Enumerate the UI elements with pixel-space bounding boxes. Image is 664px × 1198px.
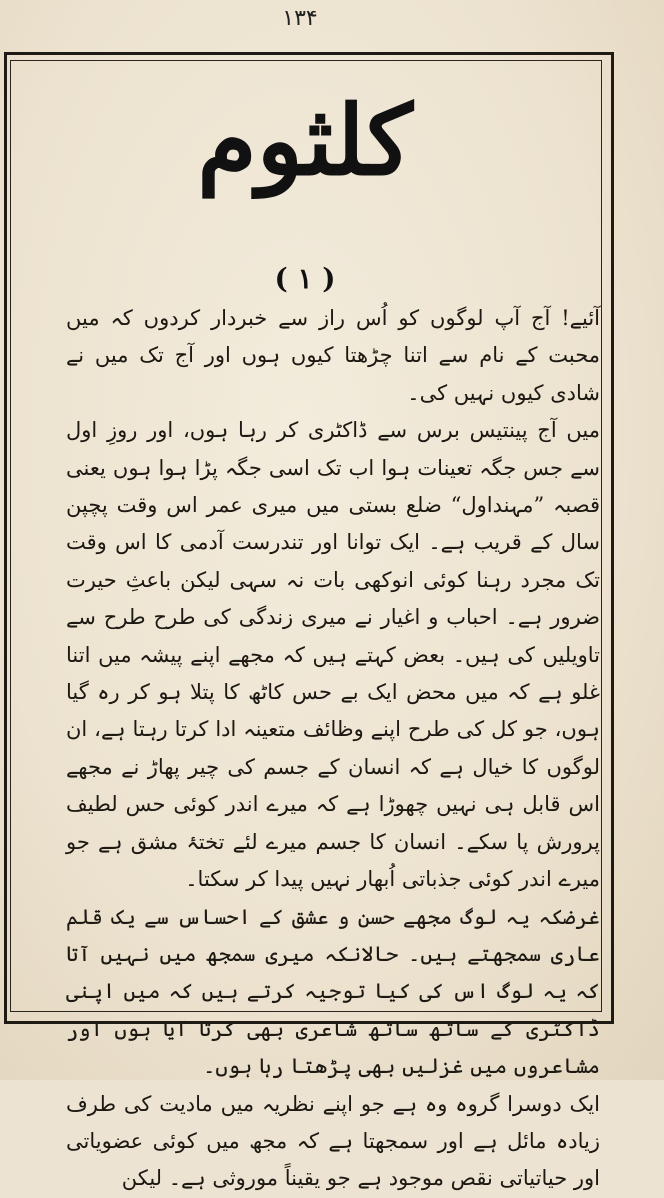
paragraph: ایک دوسرا گروہ وہ ہے جو اپنے نظریہ میں مادیت کی طرف زیادہ مائل ہے اور سمجھتا ہے کہ مجھ میں کوئی عضویاتی اور حیاتیاتی نقص موجود ہے جو یقیناً موروثی ہے۔ لیکن — [66, 1091, 601, 1191]
story-title: کلثوم — [197, 84, 413, 197]
section-number: ( ۱ ) — [274, 262, 336, 295]
paragraph: میں آج پینتیس برس سے ڈاکٹری کر رہا ہوں، اور روزِ اول سے جس جگہ تعینات ہوا اب تک اسی جگہ پڑا ہوا ہوں یعنی قصبہ ”مہنداول“ ضلع بستی میں میری عمر اس وقت پچپن سال کے قریب ہے۔ ایک توانا اور تندرست آدمی کا اس وقت تک مجرد رہنا کوئی انوکھی بات نہ سہی لیکن باعثِ حیرت ضرور ہے۔ احباب و اغیار نے میری زندگی کی طرح طرح سے تاویلیں کی ہیں۔ بعض کہتے ہیں کہ مجھے اپنے پیشہ میں اتنا غلو ہے کہ میں محض ایک بے حس کاٹھ کا پتلا ہو کر رہ گیا ہوں، جو کل کی طرح اپنے وظائف متعینہ ادا کرتا رہتا ہے، ان لوگوں کا خیال ہے کہ انسان کے جسم کی چیر پھاڑ نے مجھے اس قابل ہی نہیں چھوڑا ہے کہ میرے اندر کوئی حس لطیف پرورش پا سکے۔ انسان کا جسم میرے لئے تختۂ مشق ہے جو میرے اندر کوئی جذباتی اُبھار نہیں پیدا کر سکتا۔ — [66, 418, 600, 892]
paragraph: آئیے! آج آپ لوگوں کو اُس راز سے خبردار کردوں کہ میں محبت کے نام سے اتنا چڑھتا کیوں ہوں اور آج تک میں نے شادی کیوں نہیں کی۔ — [66, 306, 600, 405]
body-text — [66, 300, 600, 1198]
paragraph: غرضکہ یہ لوگ مجھے حسن و عشق کے احساس سے یک قلم عاری سمجھتے ہیں۔ حالانکہ میری سمجھ میں نہیں آتا کہ یہ لوگ اس کی کیا توجیہ کرتے ہیں کہ میں اپنی ڈاکٹری کے ساتھ ساتھ شاعری بھی کرتا آیا ہوں اور مشاعروں میں غزلیں بھی پڑھتا رہا ہوں۔ — [66, 904, 600, 1079]
page-number: ۱۳۴ — [282, 6, 318, 31]
